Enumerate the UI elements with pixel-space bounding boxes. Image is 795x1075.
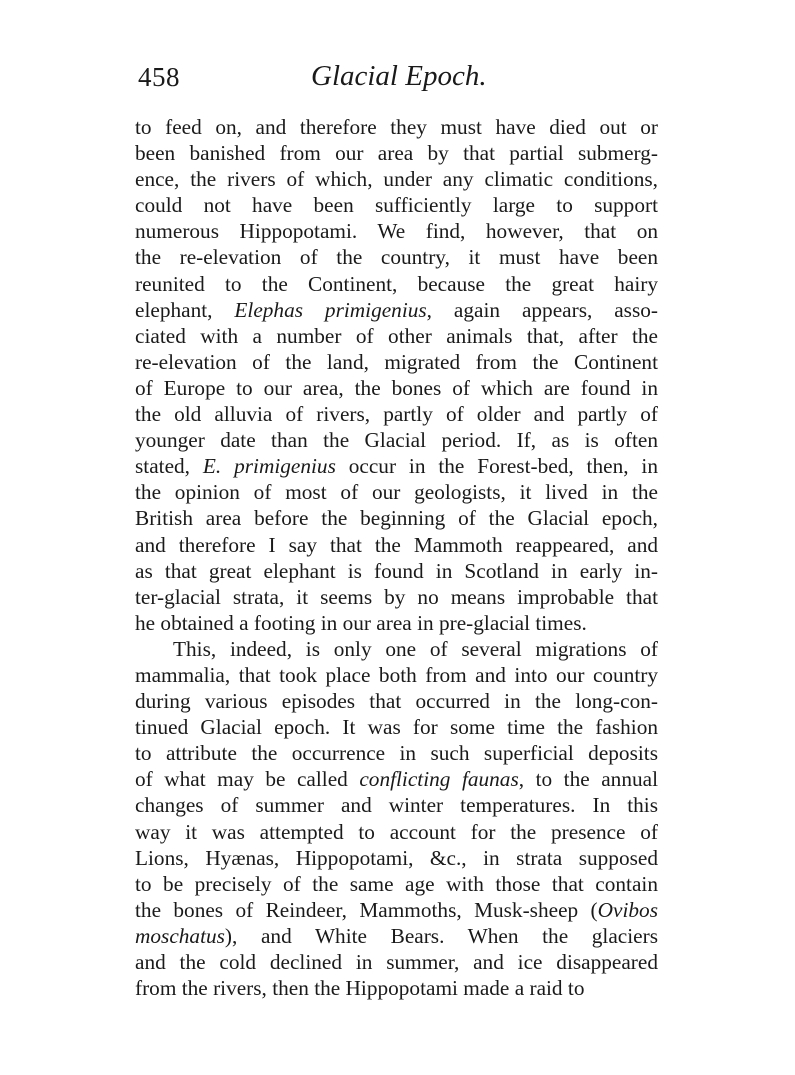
text-run: changes of summer and winter temperatures. In this xyxy=(135,793,658,818)
running-title: Glacial Epoch. xyxy=(311,60,487,92)
body-text xyxy=(135,114,658,1001)
text-run: Lions, Hyænas, Hippopotami, &c., in strata supposed xyxy=(135,845,658,870)
text-line xyxy=(135,766,658,792)
text-line xyxy=(135,271,658,297)
text-run: numerous Hippopotami. We find, however, that on xyxy=(135,219,658,244)
text-run: of Europe to our area, the bones of which are found in xyxy=(135,375,658,400)
text-run: re-elevation of the land, migrated from the Continent xyxy=(135,349,658,374)
text-run: as that great elephant is found in Scotland in early in- xyxy=(135,558,658,583)
text-line xyxy=(135,192,658,218)
text-line xyxy=(135,479,658,505)
italic-text: E. primigenius xyxy=(202,454,336,479)
text-line xyxy=(135,688,658,714)
text-line xyxy=(135,558,658,584)
text-run: he obtained a footing in our area in pre-glacial times. xyxy=(135,610,587,635)
text-run: ter-glacial strata, it seems by no means improbable that xyxy=(135,584,658,609)
text-line xyxy=(135,505,658,531)
text-line xyxy=(135,349,658,375)
text-run: the old alluvia of rivers, partly of older and partly of xyxy=(135,402,658,427)
text-line xyxy=(135,401,658,427)
text-line xyxy=(135,949,658,975)
italic-text: conflicting faunas xyxy=(359,767,519,792)
text-run: could not have been sufficiently large to support xyxy=(135,193,658,218)
text-line xyxy=(135,714,658,740)
text-run: , to the annual xyxy=(518,767,658,792)
page-number: 458 xyxy=(138,62,180,92)
text-run: reunited to the Continent, because the great hairy xyxy=(135,271,658,296)
text-run: the opinion of most of our geologists, it lived in the xyxy=(135,480,658,505)
text-run: the bones of Reindeer, Mammoths, Musk-sheep ( xyxy=(135,897,598,922)
text-run: British area before the beginning of the Glacial epoch, xyxy=(135,506,658,531)
text-run: , again appears, asso- xyxy=(426,297,658,322)
paragraph xyxy=(135,636,658,1001)
text-line xyxy=(135,166,658,192)
text-run: to attribute the occurrence in such superficial deposits xyxy=(135,741,658,766)
page-header xyxy=(135,62,655,102)
text-line xyxy=(135,453,658,479)
text-line xyxy=(135,923,658,949)
text-run: stated, xyxy=(135,454,203,479)
text-run: ence, the rivers of which, under any climatic conditions, xyxy=(135,167,658,192)
text-line xyxy=(135,636,658,662)
italic-text: Elephas primigenius xyxy=(234,297,427,322)
italic-text: Ovibos xyxy=(597,897,658,922)
text-line xyxy=(135,584,658,610)
text-line xyxy=(135,740,658,766)
text-line xyxy=(135,871,658,897)
text-run: mammalia, that took place both from and into our country xyxy=(135,662,658,687)
text-run: and therefore I say that the Mammoth reappeared, and xyxy=(135,532,658,557)
italic-text: moschatus xyxy=(135,923,225,948)
text-run: younger date than the Glacial period. If, as is often xyxy=(135,428,658,453)
text-line xyxy=(135,297,658,323)
text-run: to be precisely of the same age with those that contain xyxy=(135,871,658,896)
text-line xyxy=(135,140,658,166)
text-line xyxy=(135,427,658,453)
text-line xyxy=(135,897,658,923)
text-line xyxy=(135,244,658,270)
text-line xyxy=(135,792,658,818)
text-line xyxy=(135,845,658,871)
text-run: occur in the Forest-bed, then, in xyxy=(335,454,658,479)
text-run: the re-elevation of the country, it must have been xyxy=(135,245,658,270)
text-run: This, indeed, is only one of several migrations of xyxy=(173,636,658,661)
text-run: been banished from our area by that partial submerg- xyxy=(135,141,658,166)
text-run: tinued Glacial epoch. It was for some time the fashion xyxy=(135,715,658,740)
text-line xyxy=(135,662,658,688)
text-run: and the cold declined in summer, and ice disappeared xyxy=(135,950,658,974)
text-run: ciated with a number of other animals that, after the xyxy=(135,323,658,348)
paragraph xyxy=(135,114,658,636)
text-line xyxy=(135,218,658,244)
text-run: ), and White Bears. When the glaciers xyxy=(224,923,658,948)
text-run: during various episodes that occurred in the long-con- xyxy=(135,689,658,714)
text-line xyxy=(135,975,658,1001)
text-line xyxy=(135,610,658,636)
text-run: from the rivers, then the Hippopotami made a raid to xyxy=(135,976,585,1001)
text-line xyxy=(135,819,658,845)
text-line xyxy=(135,375,658,401)
text-run: to feed on, and therefore they must have died out or xyxy=(135,115,658,139)
text-line xyxy=(135,114,658,140)
text-line xyxy=(135,323,658,349)
text-line xyxy=(135,532,658,558)
text-run: elephant, xyxy=(135,297,235,322)
text-run: way it was attempted to account for the presence of xyxy=(135,819,658,844)
text-run: of what may be called xyxy=(135,767,360,792)
